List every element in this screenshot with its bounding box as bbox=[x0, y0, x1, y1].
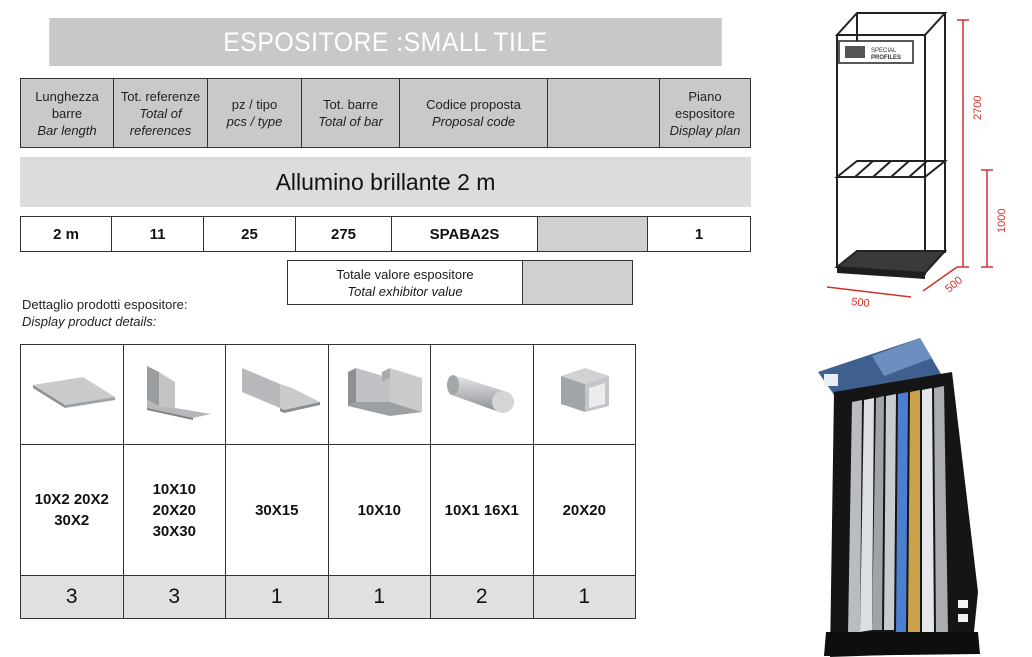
details-caption: Dettaglio prodotti espositore: Display product details: bbox=[22, 297, 188, 329]
header-total-references: Tot. referenze Total of references bbox=[114, 79, 208, 148]
height-dimension-label: 2700 bbox=[972, 95, 984, 120]
product-image-2 bbox=[123, 345, 226, 445]
sign-text-2: PROFILES bbox=[871, 55, 902, 61]
product-qty-1: 3 bbox=[21, 576, 124, 619]
value-blank bbox=[538, 217, 648, 252]
total-label: Totale valore espositore Total exhibitor value bbox=[288, 261, 523, 305]
unequal-angle-icon bbox=[232, 362, 322, 422]
header-blank bbox=[548, 79, 660, 148]
width-dimension-label: 500 bbox=[850, 296, 871, 310]
product-image-6 bbox=[533, 345, 636, 445]
sign-text-1: SPECIAL bbox=[871, 48, 897, 54]
square-tube-icon bbox=[539, 362, 629, 422]
product-qty-6: 1 bbox=[533, 576, 636, 619]
page-title: ESPOSITORE :SMALL TILE bbox=[49, 18, 722, 66]
product-sizes-2: 10X10 20X20 30X30 bbox=[123, 445, 226, 576]
total-table bbox=[287, 260, 633, 305]
mid-dimension-label: 1000 bbox=[996, 208, 1008, 233]
product-sizes-5: 10X1 16X1 bbox=[431, 445, 534, 576]
values-table bbox=[20, 216, 751, 252]
product-qty-2: 3 bbox=[123, 576, 226, 619]
product-sizes-1: 10X2 20X2 30X2 bbox=[21, 445, 124, 576]
value-pcs-type: 25 bbox=[204, 217, 296, 252]
value-plan: 1 bbox=[648, 217, 751, 252]
product-sizes-3: 30X15 bbox=[226, 445, 329, 576]
angle-profile-icon bbox=[129, 362, 219, 422]
u-channel-icon bbox=[334, 362, 424, 422]
product-sizes-4: 10X10 bbox=[328, 445, 431, 576]
display-photo bbox=[812, 332, 1012, 657]
product-image-1 bbox=[21, 345, 124, 445]
value-total-bars: 275 bbox=[296, 217, 392, 252]
value-references: 11 bbox=[112, 217, 204, 252]
header-proposal-code: Codice proposta Proposal code bbox=[400, 79, 548, 148]
product-qty-4: 1 bbox=[328, 576, 431, 619]
value-code: SPABA2S bbox=[392, 217, 538, 252]
header-pcs-type: pz / tipo pcs / type bbox=[208, 79, 302, 148]
value-length: 2 m bbox=[21, 217, 112, 252]
flat-bar-icon bbox=[27, 367, 117, 417]
product-image-5 bbox=[431, 345, 534, 445]
header-bar-length: Lunghezza barre Bar length bbox=[21, 79, 114, 148]
product-qty-3: 1 bbox=[226, 576, 329, 619]
product-qty-5: 2 bbox=[431, 576, 534, 619]
product-image-3 bbox=[226, 345, 329, 445]
header-display-plan: Piano espositore Display plan bbox=[660, 79, 751, 148]
products-table bbox=[20, 344, 636, 619]
display-diagram bbox=[815, 5, 1015, 315]
total-value bbox=[523, 261, 633, 305]
header-table bbox=[20, 78, 751, 148]
product-image-4 bbox=[328, 345, 431, 445]
round-tube-icon bbox=[437, 362, 527, 422]
product-sizes-6: 20X20 bbox=[533, 445, 636, 576]
depth-dimension-label: 500 bbox=[943, 274, 965, 296]
header-total-bars: Tot. barre Total of bar bbox=[302, 79, 400, 148]
section-title: Allumino brillante 2 m bbox=[20, 157, 751, 207]
